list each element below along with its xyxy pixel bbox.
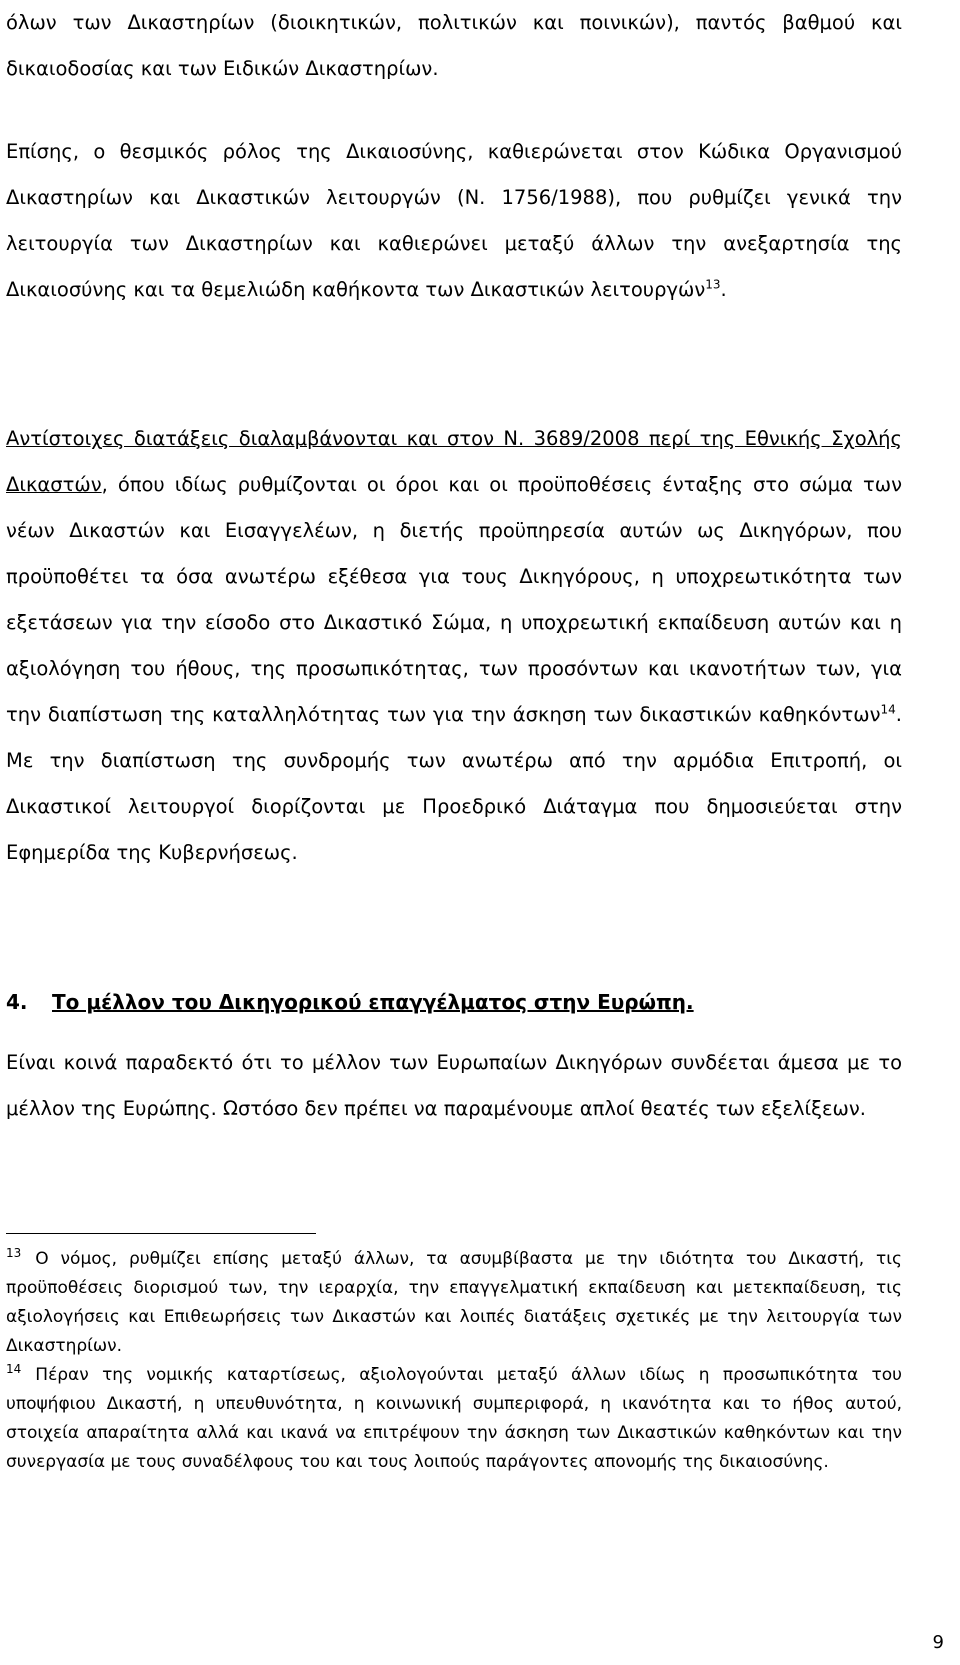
footnote-14-number: 14: [6, 1362, 22, 1377]
section-title: Το μέλλον του Δικηγορικού επαγγέλματος στην Ευρώπη.: [52, 990, 694, 1014]
footnote-ref-13[interactable]: 13: [705, 277, 721, 292]
paragraph-2-text: Επίσης, ο θεσμικός ρόλος της Δικαιοσύνης, καθιερώνεται στον Κώδικα Οργανισμού Δικαστηρίων και Δικαστικών λειτουργών (Ν. 1756/1988), που ρυθμίζει γενικά την λειτουργία των Δικαστηρίων και καθιερώνει μεταξύ άλλων την ανεξαρτησία της Δικαιοσύνης και τα θεμελιώδη καθήκοντα των Δικαστικών λειτουργών: [6, 140, 902, 301]
page-number: 9: [932, 1632, 944, 1653]
paragraph-1-text: όλων των Δικαστηρίων (διοικητικών, πολιτικών και ποινικών), παντός βαθμού και δικαιοδοσίας και των Ειδικών Δικαστηρίων.: [6, 11, 902, 80]
paragraph-3: [6, 416, 902, 876]
section-heading: [6, 990, 694, 1014]
paragraph-2: [6, 129, 902, 313]
footnote-13-text: Ο νόμος, ρυθμίζει επίσης μεταξύ άλλων, τα ασυμβίβαστα με την ιδιότητα του Δικαστή, τις προϋποθέσεις διορισμού των, την ιεραρχία, την επαγγελματική εκπαίδευση και μετεκπαίδευση, τις αξιολογήσεις και Επιθεωρήσεις των Δικαστών και λοιπές διατάξεις σχετικές με την λειτουργία των Δικαστηρίων.: [6, 1249, 902, 1356]
paragraph-1: [6, 0, 902, 92]
footnote-14: [6, 1361, 902, 1477]
paragraph-3-end: . Με την διαπίστωση της συνδρομής των ανωτέρω από την αρμόδια Επιτροπή, οι Δικαστικοί λειτουργοί διορίζονται με Προεδρικό Διάταγμα που δημοσιεύεται στην Εφημερίδα της Κυβερνήσεως.: [6, 703, 902, 864]
paragraph-4: [6, 1040, 902, 1132]
paragraph-4-text: Είναι κοινά παραδεκτό ότι το μέλλον των Ευρωπαίων Δικηγόρων συνδέεται άμεσα με το μέλλον της Ευρώπης. Ωστόσο δεν πρέπει να παραμένουμε απλοί θεατές των εξελίξεων.: [6, 1051, 902, 1120]
paragraph-2-end: .: [720, 278, 727, 301]
footnote-14-text: Πέραν της νομικής καταρτίσεως, αξιολογούνται μεταξύ άλλων ιδίως η προσωπικότητα του υποψήφιου Δικαστή, η υπευθυνότητα, η κοινωνική συμπεριφορά, η ικανότητα και το ήθος αυτού, στοιχεία απαραίτητα αλλά και ικανά να επιτρέψουν την άσκηση των Δικαστικών καθηκόντων και την συνεργασία με τους συναδέλφους του και τους λοιπούς παράγοντες απονομής της δικαιοσύνης.: [6, 1365, 902, 1472]
footnote-ref-14[interactable]: 14: [880, 702, 896, 717]
footnote-13: [6, 1245, 902, 1361]
footnote-13-number: 13: [6, 1246, 22, 1261]
footnote-separator: [6, 1233, 316, 1234]
paragraph-3-text: , όπου ιδίως ρυθμίζονται οι όροι και οι προϋποθέσεις ένταξης στο σώμα των νέων Δικαστών και Εισαγγελέων, η διετής προϋπηρεσία αυτών ως Δικηγόρων, που προϋποθέτει τα όσα ανωτέρω εξέθεσα για τους Δικηγόρους, η υποχρεωτικότητα των εξετάσεων για την είσοδο στο Δικαστικό Σώμα, η υποχρεωτική εκπαίδευση αυτών και η αξιολόγηση του ήθους, της προσωπικότητας, των προσόντων και ικανοτήτων των, για την διαπίστωση της καταλληλότητας των για την άσκηση των δικαστικών καθηκόντων: [6, 473, 902, 726]
paragraph-3-underlined: Αντίστοιχες διατάξεις διαλαμβάνονται και στον Ν. 3689/2008 περί της Εθνικής Σχολής Δικαστών: [6, 427, 902, 496]
section-number: 4.: [6, 990, 28, 1014]
